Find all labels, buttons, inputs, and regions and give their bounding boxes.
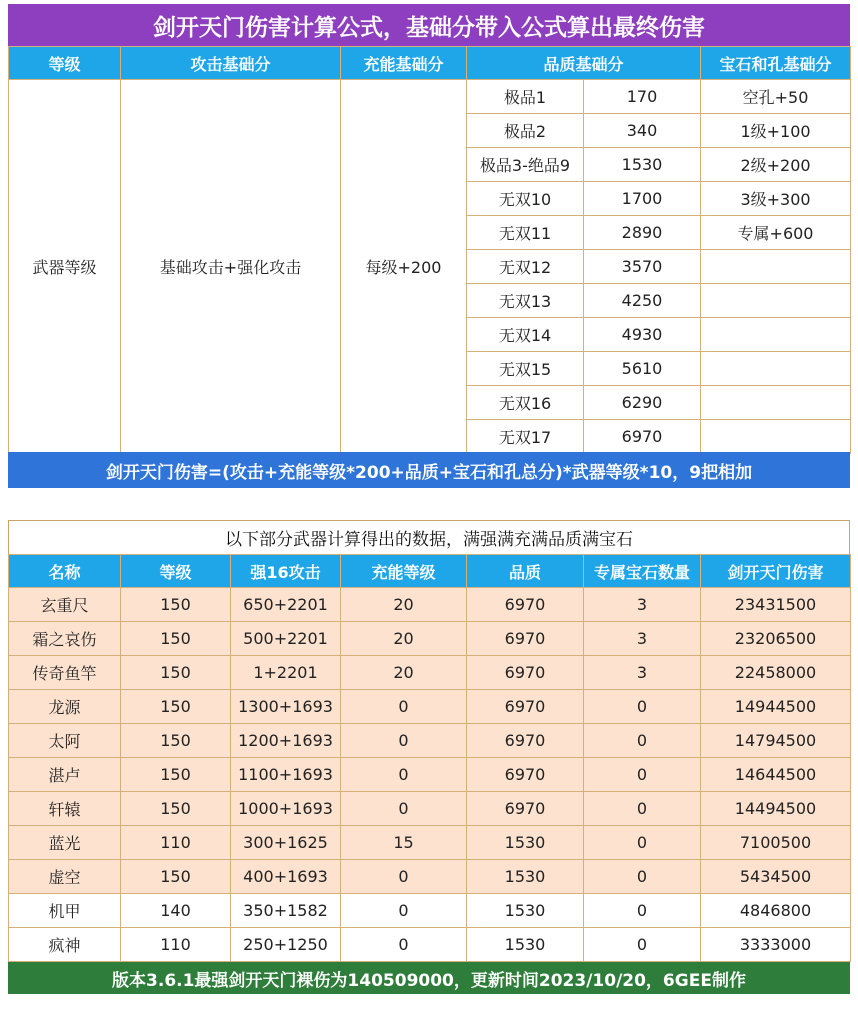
weapon-name: 传奇鱼竿: [9, 656, 121, 690]
weapon-row: [9, 622, 851, 656]
gem-count: 3: [584, 656, 701, 690]
quality-tier: 无双13: [467, 284, 584, 318]
quality-score: 1530: [584, 148, 701, 182]
weapon-name: 轩辕: [9, 792, 121, 826]
weapon-name: 霜之哀伤: [9, 622, 121, 656]
gem-score: [701, 284, 851, 318]
attack-value: 1000+1693: [231, 792, 341, 826]
header-damage: 剑开天门伤害: [701, 555, 851, 588]
attack-value: 250+1250: [231, 928, 341, 962]
gem-score: [701, 386, 851, 420]
header-quality: 品质: [467, 555, 584, 588]
attack-value: 300+1625: [231, 826, 341, 860]
weapon-level: 150: [121, 792, 231, 826]
attack-value: 1300+1693: [231, 690, 341, 724]
quality-value: 1530: [467, 894, 584, 928]
weapon-level: 150: [121, 724, 231, 758]
quality-tier: 极品3-绝品9: [467, 148, 584, 182]
weapon-level: 150: [121, 622, 231, 656]
weapon-level: 150: [121, 860, 231, 894]
weapon-row: [9, 724, 851, 758]
charge-level: 20: [341, 656, 467, 690]
quality-tier: 无双14: [467, 318, 584, 352]
gem-score: [701, 318, 851, 352]
weapon-row: [9, 928, 851, 962]
gem-count: 0: [584, 724, 701, 758]
damage-value: 23431500: [701, 588, 851, 622]
charge-level: 15: [341, 826, 467, 860]
weapon-level-label: 武器等级: [9, 80, 121, 454]
quality-tier: 无双15: [467, 352, 584, 386]
page-title: 剑开天门伤害计算公式，基础分带入公式算出最终伤害: [8, 4, 850, 46]
weapon-row: [9, 690, 851, 724]
weapon-name: 龙源: [9, 690, 121, 724]
gem-count: 0: [584, 758, 701, 792]
quality-score: 6290: [584, 386, 701, 420]
damage-value: 4846800: [701, 894, 851, 928]
gem-count: 0: [584, 928, 701, 962]
damage-value: 5434500: [701, 860, 851, 894]
header-name: 名称: [9, 555, 121, 588]
gem-count: 3: [584, 588, 701, 622]
quality-value: 1530: [467, 826, 584, 860]
top-table-header-row: [9, 47, 851, 80]
weapon-row: [9, 656, 851, 690]
quality-value: 6970: [467, 758, 584, 792]
damage-value: 7100500: [701, 826, 851, 860]
attack-value: 500+2201: [231, 622, 341, 656]
quality-tier: 无双12: [467, 250, 584, 284]
quality-tier: 极品1: [467, 80, 584, 114]
weapon-name: 蓝光: [9, 826, 121, 860]
gem-score: 空孔+50: [701, 80, 851, 114]
weapon-name: 疯神: [9, 928, 121, 962]
damage-value: 14794500: [701, 724, 851, 758]
formula-base-score-table: [8, 46, 851, 454]
quality-score: 6970: [584, 420, 701, 454]
gem-count: 0: [584, 792, 701, 826]
weapon-level: 150: [121, 690, 231, 724]
weapon-name: 太阿: [9, 724, 121, 758]
attack-score-label: 基础攻击+强化攻击: [121, 80, 341, 454]
quality-tier: 极品2: [467, 114, 584, 148]
weapon-damage-table: [8, 554, 851, 962]
attack-value: 1100+1693: [231, 758, 341, 792]
gem-count: 0: [584, 826, 701, 860]
charge-level: 0: [341, 894, 467, 928]
quality-score: 5610: [584, 352, 701, 386]
weapon-level: 110: [121, 928, 231, 962]
damage-formula: 剑开天门伤害=(攻击+充能等级*200+品质+宝石和孔总分)*武器等级*10，9把相加: [8, 452, 850, 488]
weapon-row: [9, 894, 851, 928]
charge-level: 20: [341, 588, 467, 622]
damage-value: 14644500: [701, 758, 851, 792]
header-charge-score: 充能基础分: [341, 47, 467, 80]
gem-count: 0: [584, 860, 701, 894]
header-quality-score: 品质基础分: [467, 47, 701, 80]
gem-score: [701, 250, 851, 284]
weapon-level: 150: [121, 656, 231, 690]
gem-count: 3: [584, 622, 701, 656]
gem-score: 2级+200: [701, 148, 851, 182]
weapon-row: [9, 860, 851, 894]
header-weapon-level: 等级: [121, 555, 231, 588]
weapon-row: [9, 588, 851, 622]
gem-score: 专属+600: [701, 216, 851, 250]
quality-score: 4930: [584, 318, 701, 352]
gem-score: [701, 420, 851, 454]
damage-value: 22458000: [701, 656, 851, 690]
table-subtitle: 以下部分武器计算得出的数据，满强满充满品质满宝石: [8, 520, 850, 554]
attack-value: 400+1693: [231, 860, 341, 894]
weapon-row: [9, 792, 851, 826]
charge-level: 20: [341, 622, 467, 656]
quality-value: 6970: [467, 690, 584, 724]
attack-value: 1200+1693: [231, 724, 341, 758]
charge-level: 0: [341, 758, 467, 792]
charge-level: 0: [341, 860, 467, 894]
header-charge-level: 充能等级: [341, 555, 467, 588]
quality-score: 3570: [584, 250, 701, 284]
weapon-level: 110: [121, 826, 231, 860]
quality-value: 6970: [467, 792, 584, 826]
weapon-row: [9, 758, 851, 792]
version-footer: 版本3.6.1最强剑开天门裸伤为140509000，更新时间2023/10/20，6GEE制作: [8, 962, 850, 994]
gem-score: 1级+100: [701, 114, 851, 148]
weapon-level: 150: [121, 758, 231, 792]
charge-level: 0: [341, 690, 467, 724]
attack-value: 350+1582: [231, 894, 341, 928]
gem-score: [701, 352, 851, 386]
damage-value: 23206500: [701, 622, 851, 656]
quality-score: 1700: [584, 182, 701, 216]
quality-tier: 无双10: [467, 182, 584, 216]
quality-value: 6970: [467, 622, 584, 656]
quality-tier: 无双16: [467, 386, 584, 420]
charge-level: 0: [341, 792, 467, 826]
gem-count: 0: [584, 690, 701, 724]
header-gem-score: 宝石和孔基础分: [701, 47, 851, 80]
quality-row: [9, 80, 851, 114]
quality-score: 4250: [584, 284, 701, 318]
attack-value: 1+2201: [231, 656, 341, 690]
charge-level: 0: [341, 724, 467, 758]
header-exclusive-gem-count: 专属宝石数量: [584, 555, 701, 588]
weapon-name: 玄重尺: [9, 588, 121, 622]
weapon-name: 机甲: [9, 894, 121, 928]
quality-tier: 无双11: [467, 216, 584, 250]
weapon-level: 150: [121, 588, 231, 622]
quality-value: 6970: [467, 588, 584, 622]
quality-tier: 无双17: [467, 420, 584, 454]
damage-value: 14494500: [701, 792, 851, 826]
weapon-name: 湛卢: [9, 758, 121, 792]
weapon-level: 140: [121, 894, 231, 928]
bottom-table-header-row: [9, 555, 851, 588]
quality-value: 1530: [467, 928, 584, 962]
weapon-row: [9, 826, 851, 860]
quality-value: 1530: [467, 860, 584, 894]
gem-score: 3级+300: [701, 182, 851, 216]
quality-score: 2890: [584, 216, 701, 250]
quality-score: 170: [584, 80, 701, 114]
charge-score-label: 每级+200: [341, 80, 467, 454]
header-level: 等级: [9, 47, 121, 80]
damage-value: 14944500: [701, 690, 851, 724]
damage-value: 3333000: [701, 928, 851, 962]
quality-value: 6970: [467, 656, 584, 690]
header-attack-16: 强16攻击: [231, 555, 341, 588]
header-attack-score: 攻击基础分: [121, 47, 341, 80]
attack-value: 650+2201: [231, 588, 341, 622]
quality-score: 340: [584, 114, 701, 148]
quality-value: 6970: [467, 724, 584, 758]
gem-count: 0: [584, 894, 701, 928]
charge-level: 0: [341, 928, 467, 962]
weapon-name: 虚空: [9, 860, 121, 894]
